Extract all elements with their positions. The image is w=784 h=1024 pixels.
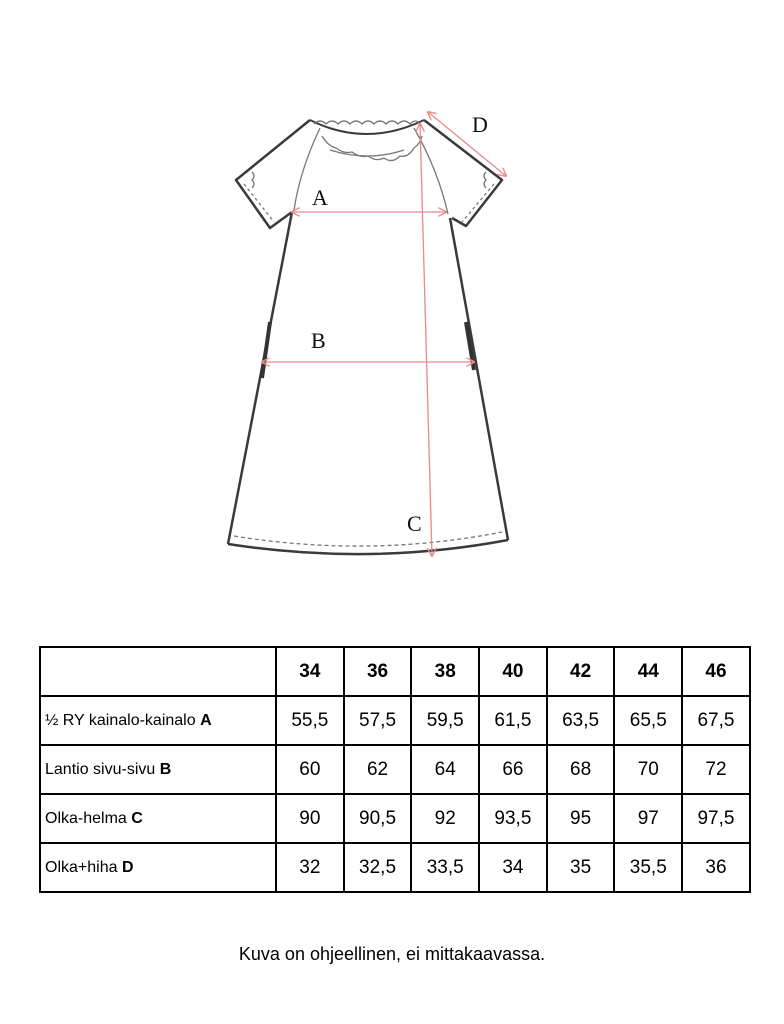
table-cell: 66	[479, 745, 547, 794]
table-cell: 61,5	[479, 696, 547, 745]
label-d: D	[472, 112, 488, 137]
table-cell: 33,5	[411, 843, 479, 892]
size-table	[39, 646, 751, 893]
label-c: C	[407, 511, 422, 536]
table-cell: 36	[682, 843, 750, 892]
table-cell: 92	[411, 794, 479, 843]
label-a: A	[312, 185, 328, 210]
table-cell: 62	[344, 745, 412, 794]
table-cell: 35	[547, 843, 615, 892]
table-row	[40, 843, 750, 892]
size-header-row	[40, 647, 750, 696]
dress-details	[234, 121, 502, 546]
row-label	[40, 794, 276, 843]
size-header: 46	[682, 647, 750, 696]
row-label-text: Lantio sivu-sivu	[45, 760, 156, 778]
label-b: B	[311, 328, 326, 353]
table-cell: 93,5	[479, 794, 547, 843]
row-code: C	[131, 809, 143, 827]
table-cell: 72	[682, 745, 750, 794]
table-cell: 64	[411, 745, 479, 794]
table-cell: 63,5	[547, 696, 615, 745]
corner-cell	[40, 647, 276, 696]
table-cell: 34	[479, 843, 547, 892]
row-code: A	[200, 711, 212, 729]
row-code: B	[159, 760, 172, 778]
size-header: 40	[479, 647, 547, 696]
row-label	[40, 843, 276, 892]
row-label	[40, 696, 276, 745]
table-cell: 90,5	[344, 794, 412, 843]
table-row	[40, 794, 750, 843]
row-code: D	[121, 858, 134, 876]
size-header: 36	[344, 647, 412, 696]
table-cell: 57,5	[344, 696, 412, 745]
table-cell: 97	[614, 794, 682, 843]
table-cell: 68	[547, 745, 615, 794]
size-header: 38	[411, 647, 479, 696]
table-cell: 90	[276, 794, 344, 843]
size-header: 44	[614, 647, 682, 696]
dress-outline	[228, 120, 508, 554]
table-cell: 60	[276, 745, 344, 794]
table-cell: 67,5	[682, 696, 750, 745]
size-header: 42	[547, 647, 615, 696]
table-row	[40, 745, 750, 794]
table-cell: 95	[547, 794, 615, 843]
table-cell: 32,5	[344, 843, 412, 892]
row-label	[40, 745, 276, 794]
measure-line-c	[420, 124, 432, 556]
table-cell: 59,5	[411, 696, 479, 745]
table-cell: 32	[276, 843, 344, 892]
measure-line-d	[428, 112, 506, 176]
row-label-text: ½ RY kainalo-kainalo	[45, 711, 196, 729]
row-label-text: Olka-helma	[45, 809, 127, 827]
table-cell: 55,5	[276, 696, 344, 745]
row-label-text: Olka+hiha	[45, 858, 118, 876]
footnote: Kuva on ohjeellinen, ei mittakaavassa.	[238, 944, 546, 964]
size-header: 34	[276, 647, 344, 696]
table-cell: 97,5	[682, 794, 750, 843]
table-row	[40, 696, 750, 745]
table-cell: 35,5	[614, 843, 682, 892]
table-cell: 70	[614, 745, 682, 794]
table-cell: 65,5	[614, 696, 682, 745]
